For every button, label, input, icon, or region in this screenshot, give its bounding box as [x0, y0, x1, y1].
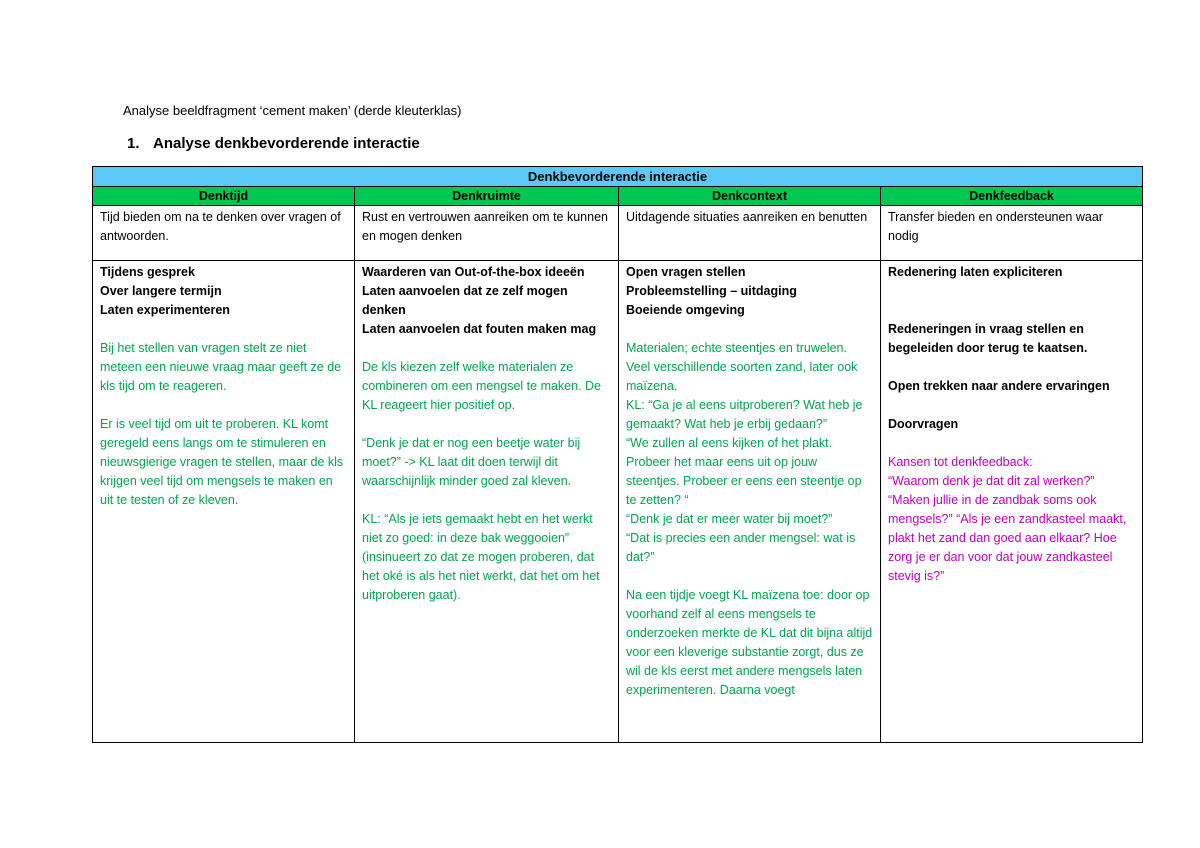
criterion: Boeiende omgeving — [626, 303, 745, 317]
observation: Materialen; echte steentjes en truwelen. Veel verschillende soorten zand, later ook maïzena. — [626, 341, 858, 393]
observation: Bij het stellen van vragen stelt ze niet meteen een nieuwe vraag maar geeft ze de kls tijd om te reageren. — [100, 341, 342, 393]
criterion: Laten aanvoelen dat ze zelf mogen denken — [362, 284, 568, 317]
table-header-row — [93, 187, 1143, 206]
criterion: Waarderen van Out-of-the-box ideeën — [362, 265, 585, 279]
header-denkruimte: Denkruimte — [355, 187, 619, 206]
observation: KL: “Ga je al eens uitproberen? Wat heb je gemaakt? Wat heb je erbij gedaan?” — [626, 398, 863, 431]
criterion: Laten aanvoelen dat fouten maken mag — [362, 322, 597, 336]
content-denkfeedback — [881, 261, 1143, 743]
table-content-row — [93, 261, 1143, 743]
table-title: Denkbevorderende interactie — [93, 167, 1143, 187]
section-number: 1. — [127, 135, 140, 152]
description-denktijd: Tijd bieden om na te denken over vragen of antwoorden. — [93, 206, 355, 261]
observation: “Dat is precies een ander mengsel: wat is dat?” — [626, 531, 856, 564]
observation: KL: “Als je iets gemaakt hebt en het werkt niet zo goed: in deze bak weggooien” (insinueert zo dat ze mogen proberen, dat het oké is als het niet werkt, dat het om het uitproberen gaat). — [362, 512, 600, 602]
section-title: Analyse denkbevorderende interactie — [153, 135, 420, 152]
interaction-table — [92, 166, 1143, 743]
header-denktijd: Denktijd — [93, 187, 355, 206]
criterion: Laten experimenteren — [100, 303, 230, 317]
criterion: Redeneringen in vraag stellen en begeleiden door terug te kaatsen. — [888, 322, 1088, 355]
feedback-opportunity: “Maken jullie in de zandbak soms ook mengsels?” “Als je een zandkasteel maakt, plakt het zand dan goed aan elkaar? Hoe zorg je er dan voor dat jouw zandkasteel stevig is?” — [888, 493, 1127, 583]
content-denktijd — [93, 261, 355, 743]
description-denkcontext: Uitdagende situaties aanreiken en benutten — [619, 206, 881, 261]
header-denkfeedback: Denkfeedback — [881, 187, 1143, 206]
criterion: Redenering laten expliciteren — [888, 265, 1063, 279]
feedback-opportunity: “Waarom denk je dat dit zal werken?” — [888, 474, 1095, 488]
criterion: Doorvragen — [888, 417, 959, 431]
observation: Na een tijdje voegt KL maïzena toe: door op voorhand zelf al eens mengsels te onderzoeken merkte de KL dat dit bijna altijd voor een kleverige substantie zorgt, dus ze wil de kls eerst met andere mengsels laten experimenteren. Daarna voegt — [626, 588, 873, 697]
observation: Er is veel tijd om uit te proberen. KL komt geregeld eens langs om te stimuleren en nieuwsgierige vragen te stellen, maar de kls krijgen veel tijd om mengsels te maken en uit te testen of ze kleven. — [100, 417, 344, 507]
table-title-row — [93, 167, 1143, 187]
table-description-row — [93, 206, 1143, 261]
observation: “Denk je dat er meer water bij moet?” — [626, 512, 833, 526]
description-denkruimte: Rust en vertrouwen aanreiken om te kunnen en mogen denken — [355, 206, 619, 261]
document-subtitle: Analyse beeldfragment ‘cement maken’ (derde kleuterklas) — [123, 103, 462, 118]
criterion: Open trekken naar andere ervaringen — [888, 379, 1110, 393]
observation: “We zullen al eens kijken of het plakt. Probeer het maar eens uit op jouw steentjes. Probeer er eens een steentje op te zetten? “ — [626, 436, 862, 507]
section-heading — [127, 135, 420, 152]
content-denkruimte — [355, 261, 619, 743]
feedback-opportunity: Kansen tot denkfeedback: — [888, 455, 1033, 469]
description-denkfeedback: Transfer bieden en ondersteunen waar nodig — [881, 206, 1143, 261]
criterion: Open vragen stellen — [626, 265, 746, 279]
criterion: Over langere termijn — [100, 284, 222, 298]
header-denkcontext: Denkcontext — [619, 187, 881, 206]
observation: “Denk je dat er nog een beetje water bij moet?” -> KL laat dit doen terwijl dit waarschijnlijk minder goed zal kleven. — [362, 436, 581, 488]
content-denkcontext — [619, 261, 881, 743]
criterion: Probleemstelling – uitdaging — [626, 284, 797, 298]
observation: De kls kiezen zelf welke materialen ze combineren om een mengsel te maken. De KL reageert hier positief op. — [362, 360, 602, 412]
criterion: Tijdens gesprek — [100, 265, 195, 279]
